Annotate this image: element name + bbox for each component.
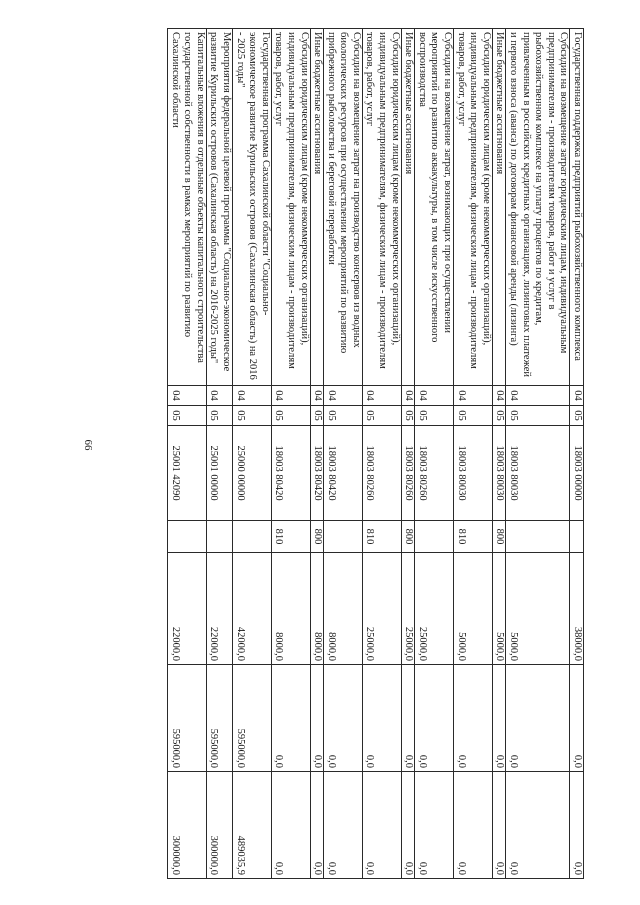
cell-amount-2: 595000,0: [168, 665, 207, 772]
cell-target-article: 18003 80420: [310, 426, 324, 521]
cell-expense-type: 800: [492, 521, 506, 553]
table-row: [324, 29, 363, 879]
table-row: [506, 29, 570, 879]
cell-target-article: 18003 80260: [401, 426, 415, 521]
cell-amount-3: 0,0: [401, 772, 415, 879]
cell-subsection: 05: [310, 406, 324, 426]
cell-expense-type: [506, 521, 570, 553]
table-row: [415, 29, 454, 879]
table-row: [401, 29, 415, 879]
cell-amount-3: 0,0: [415, 772, 454, 879]
cell-target-article: 18003 00000: [570, 426, 584, 521]
cell-amount-1: 22000,0: [168, 553, 207, 665]
table-row: [232, 29, 271, 879]
cell-section: 04: [401, 386, 415, 406]
cell-amount-1: 5000,0: [506, 553, 570, 665]
table-row: [271, 29, 310, 879]
rotated-table-container: [34, 28, 584, 878]
table-row: [454, 29, 493, 879]
cell-subsection: 05: [401, 406, 415, 426]
cell-target-article: 25001 00000: [206, 426, 232, 521]
cell-expense-type: 810: [362, 521, 401, 553]
cell-expense-type: 810: [454, 521, 493, 553]
cell-expense-type: [570, 521, 584, 553]
cell-subsection: 05: [362, 406, 401, 426]
table-row: [310, 29, 324, 879]
table-body: [168, 29, 584, 879]
cell-section: 04: [271, 386, 310, 406]
cell-amount-1: 38000,0: [570, 553, 584, 665]
cell-amount-1: 42000,0: [232, 553, 271, 665]
cell-expense-type: 800: [401, 521, 415, 553]
cell-name: Субсидии на возмещение затрат на производство консервов из водных биологических ресурсов при осуществлении мероприятий по развитию прибрежного рыболовства и береговой переработки: [324, 29, 363, 386]
cell-section: 04: [362, 386, 401, 406]
cell-amount-3: 300000,0: [206, 772, 232, 879]
cell-target-article: 18003 80260: [415, 426, 454, 521]
cell-amount-1: 25000,0: [415, 553, 454, 665]
cell-name: Государственная поддержка предприятий рыбохозяйственного комплекса: [570, 29, 584, 386]
table-row: [570, 29, 584, 879]
cell-amount-1: 5000,0: [454, 553, 493, 665]
cell-name: Субсидии на возмещение затрат юридическим лицам, индивидуальным предпринимателям - производителям товаров, работ и услуг в рыбохозяйственном комплексе на уплату процентов по кредитам, привлеченным в российских кредитных организациях, лизинговых платежей и первого взноса (аванса) по договорам финансовой аренды (лизинга): [506, 29, 570, 386]
cell-section: 04: [415, 386, 454, 406]
cell-expense-type: [324, 521, 363, 553]
cell-subsection: 05: [271, 406, 310, 426]
table-row: [492, 29, 506, 879]
cell-expense-type: 800: [310, 521, 324, 553]
cell-subsection: 05: [168, 406, 207, 426]
cell-amount-1: 5000,0: [492, 553, 506, 665]
cell-name: Субсидии юридическим лицам (кроме некоммерческих организаций), индивидуальным предпринимателям, физическим лицам - производителям товаров, работ, услуг: [362, 29, 401, 386]
cell-amount-3: 0,0: [570, 772, 584, 879]
table-row: [362, 29, 401, 879]
cell-amount-2: 0,0: [271, 665, 310, 772]
cell-name: Капитальные вложения в отдельные объекты капитального строительства государственной собственности в рамках мероприятий по развитию Сахалинской области: [168, 29, 207, 386]
cell-amount-1: 25000,0: [362, 553, 401, 665]
cell-target-article: 18003 80420: [271, 426, 310, 521]
cell-amount-2: 595000,0: [232, 665, 271, 772]
cell-amount-2: 0,0: [506, 665, 570, 772]
cell-amount-1: 8000,0: [271, 553, 310, 665]
cell-target-article: 18003 80030: [492, 426, 506, 521]
cell-section: 04: [168, 386, 207, 406]
cell-expense-type: 810: [271, 521, 310, 553]
cell-amount-3: 300000,0: [168, 772, 207, 879]
cell-subsection: 05: [570, 406, 584, 426]
cell-name: Иные бюджетные ассигнования: [401, 29, 415, 386]
cell-subsection: 05: [454, 406, 493, 426]
cell-amount-3: 0,0: [271, 772, 310, 879]
page-number: 66: [82, 439, 94, 451]
cell-subsection: 05: [232, 406, 271, 426]
cell-section: 04: [310, 386, 324, 406]
cell-section: 04: [206, 386, 232, 406]
cell-subsection: 05: [415, 406, 454, 426]
cell-amount-1: 8000,0: [324, 553, 363, 665]
cell-name: Мероприятия федеральной целевой программы "Социально-экономическое развитие Курильских островов (Сахалинская область) на 2016-2025 годы": [206, 29, 232, 386]
cell-section: 04: [570, 386, 584, 406]
cell-amount-1: 8000,0: [310, 553, 324, 665]
cell-amount-3: 0,0: [324, 772, 363, 879]
cell-amount-2: 595000,0: [206, 665, 232, 772]
cell-amount-3: 0,0: [310, 772, 324, 879]
cell-section: 04: [454, 386, 493, 406]
cell-name: Иные бюджетные ассигнования: [310, 29, 324, 386]
cell-expense-type: [168, 521, 207, 553]
cell-target-article: 18003 80030: [506, 426, 570, 521]
cell-amount-2: 0,0: [362, 665, 401, 772]
cell-target-article: 25001 42090: [168, 426, 207, 521]
cell-expense-type: [206, 521, 232, 553]
cell-amount-3: 0,0: [362, 772, 401, 879]
cell-target-article: 18003 80260: [362, 426, 401, 521]
cell-amount-2: 0,0: [324, 665, 363, 772]
cell-subsection: 05: [506, 406, 570, 426]
cell-amount-2: 0,0: [415, 665, 454, 772]
budget-table: [167, 28, 584, 879]
cell-name: Государственная программа Сахалинской области "Социально-экономическое развитие Курильских островов (Сахалинская область) на 2016 - 2025 годы": [232, 29, 271, 386]
cell-subsection: 05: [492, 406, 506, 426]
cell-amount-3: 489035,9: [232, 772, 271, 879]
cell-name: Субсидии на возмещение затрат, возникающих при осуществлении мероприятий по развитию аквакультуры, в том числе искусственного воспроизводства: [415, 29, 454, 386]
cell-amount-2: 0,0: [401, 665, 415, 772]
cell-section: 04: [232, 386, 271, 406]
cell-amount-2: 0,0: [310, 665, 324, 772]
cell-name: Субсидии юридическим лицам (кроме некоммерческих организаций), индивидуальным предпринимателям, физическим лицам - производителям товаров, работ, услуг: [454, 29, 493, 386]
cell-target-article: 18003 80030: [454, 426, 493, 521]
cell-amount-2: 0,0: [454, 665, 493, 772]
cell-name: Субсидии юридическим лицам (кроме некоммерческих организаций), индивидуальным предпринимателям, физическим лицам - производителям товаров, работ, услуг: [271, 29, 310, 386]
cell-target-article: 18003 80420: [324, 426, 363, 521]
cell-amount-3: 0,0: [454, 772, 493, 879]
cell-subsection: 05: [206, 406, 232, 426]
table-row: [206, 29, 232, 879]
table-row: [168, 29, 207, 879]
cell-name: Иные бюджетные ассигнования: [492, 29, 506, 386]
cell-subsection: 05: [324, 406, 363, 426]
cell-target-article: 25000 00000: [232, 426, 271, 521]
cell-amount-2: 0,0: [570, 665, 584, 772]
cell-amount-3: 0,0: [506, 772, 570, 879]
cell-amount-1: 22000,0: [206, 553, 232, 665]
cell-amount-2: 0,0: [492, 665, 506, 772]
cell-amount-1: 25000,0: [401, 553, 415, 665]
cell-expense-type: [232, 521, 271, 553]
cell-amount-3: 0,0: [492, 772, 506, 879]
cell-expense-type: [415, 521, 454, 553]
cell-section: 04: [506, 386, 570, 406]
cell-section: 04: [324, 386, 363, 406]
cell-section: 04: [492, 386, 506, 406]
